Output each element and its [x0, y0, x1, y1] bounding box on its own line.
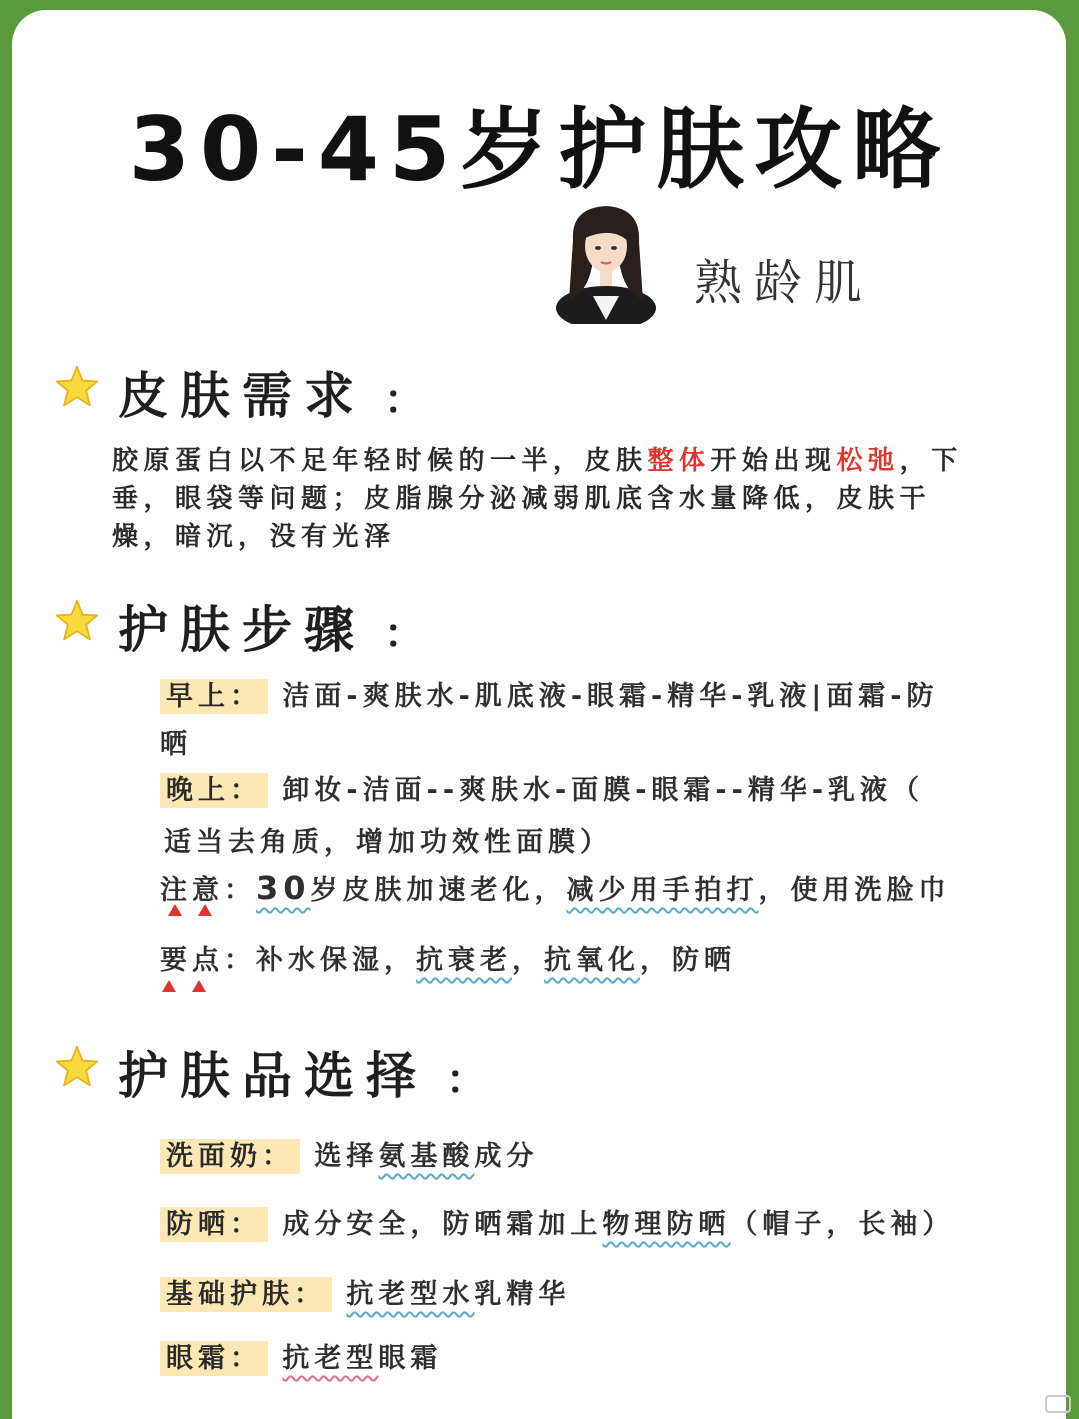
product-item-sunscreen: 防晒： 成分安全，防晒霜加上物理防晒（帽子，长袖）	[160, 1202, 954, 1241]
heading-skin-needs: 皮肤需求 ：	[114, 356, 424, 428]
key-points-line: 要点：补水保湿，抗衰老，抗氧化，防晒	[160, 945, 736, 976]
star-icon	[54, 364, 100, 410]
wavy-emphasis: 抗衰老	[416, 945, 512, 976]
corner-mark-icon	[1045, 1395, 1071, 1413]
subtitle: 熟龄肌	[694, 255, 875, 311]
note-label: 注意：	[160, 875, 256, 906]
triangle-marker-icon	[168, 904, 182, 916]
product-item-basic: 基础护肤： 抗老型水乳精华	[160, 1272, 570, 1311]
label-tag: 眼霜：	[160, 1341, 268, 1376]
triangle-marker-icon	[162, 980, 176, 992]
wavy-emphasis: 抗氧化	[544, 945, 640, 976]
wavy-emphasis: 物理防晒	[602, 1209, 731, 1240]
product-item-cleanser: 洗面奶： 选择氨基酸成分	[160, 1134, 538, 1173]
label-tag: 基础护肤：	[160, 1277, 332, 1312]
label-tag: 防晒：	[160, 1207, 268, 1242]
morning-routine-cont: 晒	[160, 729, 192, 760]
label-tag: 早上：	[160, 679, 268, 714]
wavy-emphasis: 抗老型	[282, 1343, 379, 1374]
wavy-emphasis: 氨基酸	[378, 1141, 475, 1172]
triangle-marker-icon	[192, 980, 206, 992]
night-routine: 晚上： 卸妆-洁面--爽肤水-面膜-眼霜--精华-乳液（	[160, 768, 924, 807]
skin-needs-paragraph: 胶原蛋白以不足年轻时候的一半，皮肤整体开始出现松弛，下垂，眼袋等问题；皮脂腺分泌减弱肌底含水量降低，皮肤干燥，暗沉，没有光泽	[112, 446, 963, 552]
triangle-marker-icon	[198, 904, 212, 916]
wavy-emphasis: 抗老型水	[346, 1279, 475, 1310]
label-tag: 晚上：	[160, 773, 268, 808]
age-number: 30	[256, 869, 311, 907]
heading-skin-steps: 护肤步骤 ：	[114, 590, 424, 662]
page-title: 30-45岁护肤攻略	[128, 98, 951, 201]
avatar-illustration	[553, 200, 659, 324]
note-line: 注意：30岁皮肤加速老化，减少用手拍打，使用洗脸巾	[160, 869, 951, 907]
heading-text: 护肤品选择	[114, 1036, 432, 1108]
heading-text: 护肤步骤	[114, 590, 370, 662]
star-icon	[54, 1044, 100, 1090]
highlight-red: 整体	[647, 446, 711, 476]
morning-routine: 早上： 洁面-爽肤水-肌底液-眼霜-精华-乳液|面霜-防	[160, 674, 939, 713]
key-label: 要点：	[160, 945, 256, 976]
night-routine-cont: 适当去角质，增加功效性面膜）	[164, 827, 612, 858]
heading-product-choice: 护肤品选择 ：	[114, 1036, 486, 1108]
product-item-eyecream: 眼霜： 抗老型眼霜	[160, 1336, 442, 1375]
label-tag: 洗面奶：	[160, 1139, 300, 1174]
highlight-red: 松弛	[836, 446, 900, 476]
heading-text: 皮肤需求	[114, 356, 370, 428]
wavy-emphasis: 减少用手拍打	[566, 875, 759, 906]
star-icon	[54, 598, 100, 644]
